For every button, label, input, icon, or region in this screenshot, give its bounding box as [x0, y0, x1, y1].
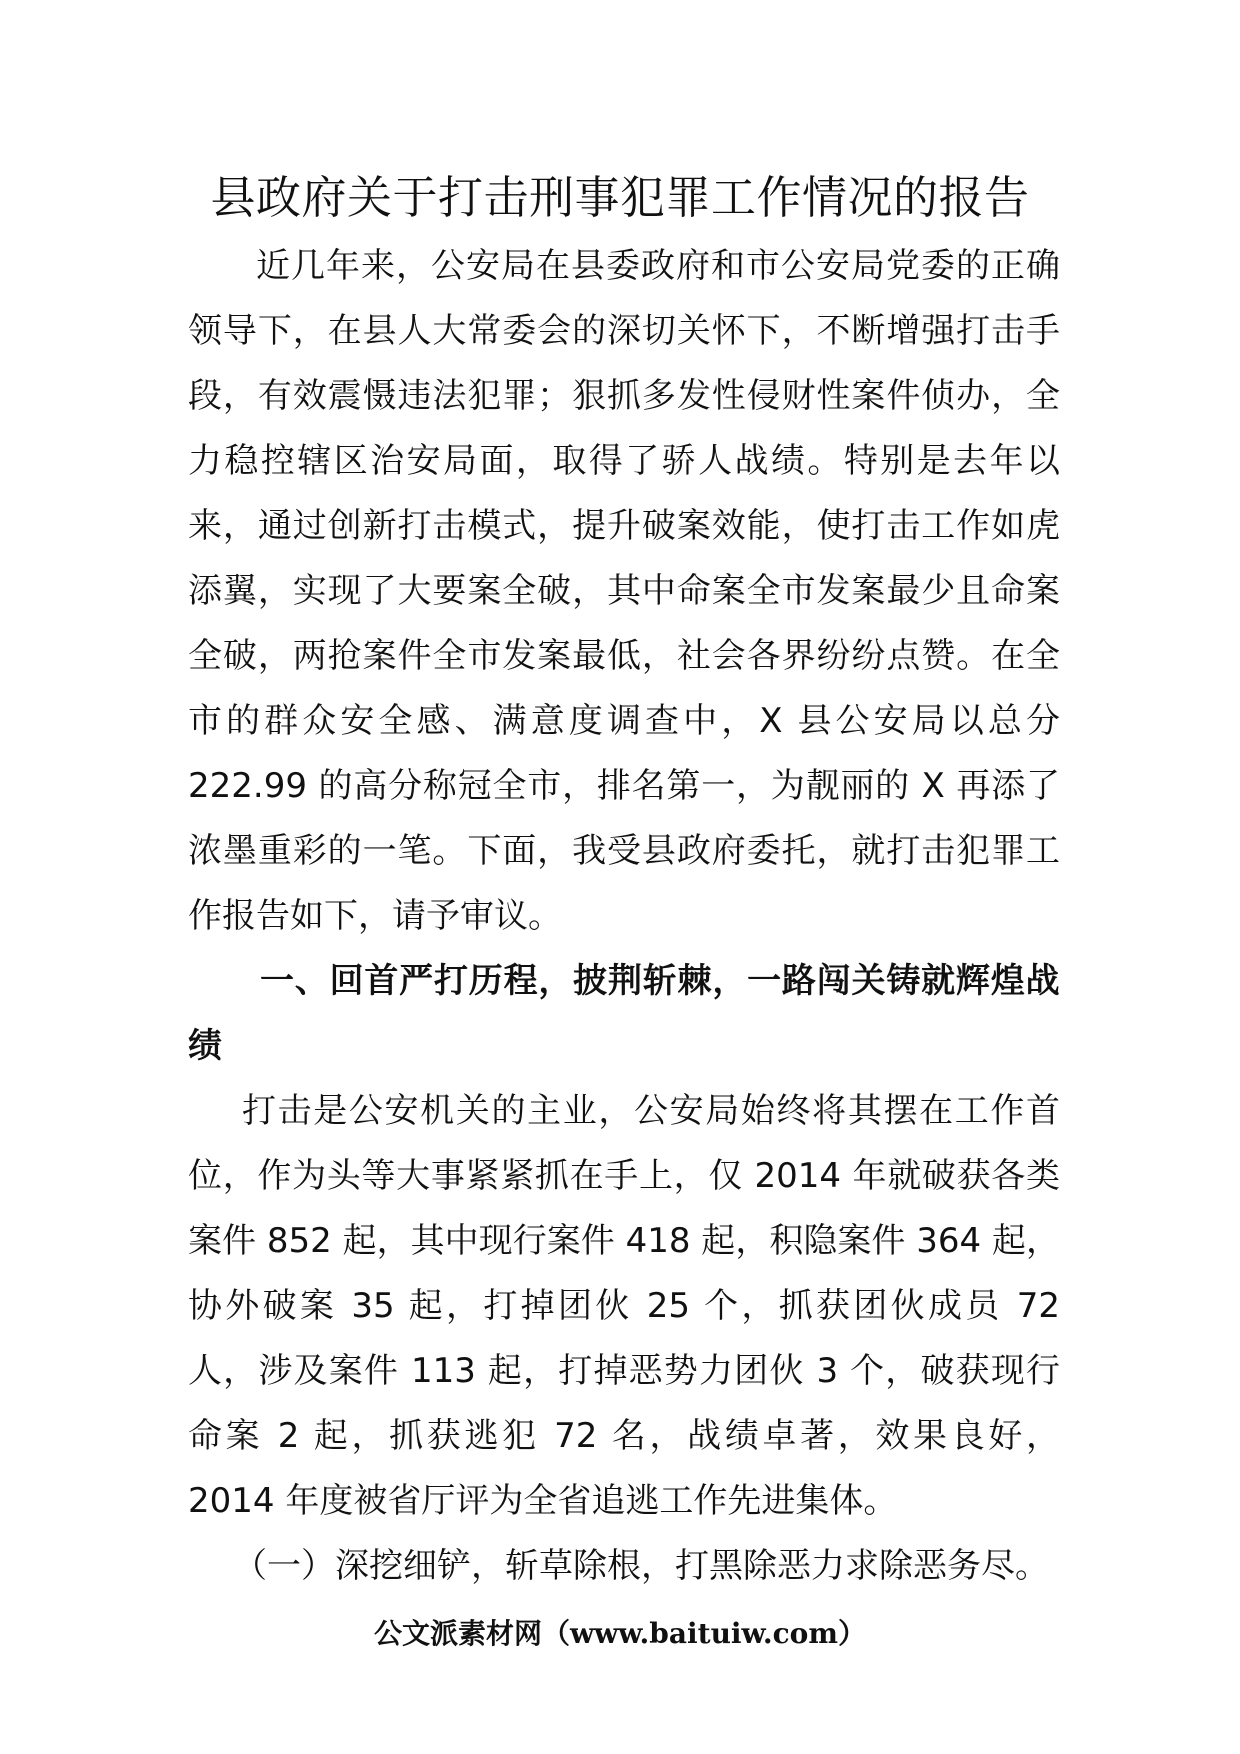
paragraph-intro: 近几年来，公安局在县委政府和市公安局党委的正确领导下，在县人大常委会的深切关怀下，不断增强打击手段，有效震慑违法犯罪；狠抓多发性侵财性案件侦办，全力稳控辖区治安局面，取得了骄人战绩。特别是去年以来，通过创新打击模式，提升破案效能，使打击工作如虎添翼，实现了大要案全破，其中命案全市发案最少且命案全破，两抢案件全市发案最低，社会各界纷纷点赞。在全市的群众安全感、满意度调查中，X 县公安局以总分 222.99 的高分称冠全市，排名第一，为靓丽的 X 再添了浓墨重彩的一笔。下面，我受县政府委托，就打击犯罪工作报告如下，请予审议。: [188, 246, 1060, 936]
subsection-heading-1: （一）深挖细铲，斩草除根，打黑除恶力求除恶务尽。: [233, 1546, 1049, 1586]
document-title: 县政府关于打击刑事犯罪工作情况的报告: [210, 171, 1030, 224]
document-body: [188, 234, 1060, 1599]
footer-watermark: 公文派素材网（www.baituiw.com）: [374, 1617, 866, 1650]
section-heading-1: 一、回首严打历程，披荆斩棘，一路闯关铸就辉煌战绩: [188, 961, 1060, 1066]
paragraph-section-1: 打击是公安机关的主业，公安局始终将其摆在工作首位，作为头等大事紧紧抓在手上，仅 2014 年就破获各类案件 852 起，其中现行案件 418 起，积隐案件 364 起，协外破案 35 起，打掉团伙 25 个，抓获团伙成员 72 人，涉及案件 113 起，打掉恶势力团伙 3 个，破获现行命案 2 起，抓获逃犯 72 名，战绩卓著，效果良好，2014 年度被省厅评为全省追逃工作先进集体。: [188, 1091, 1060, 1521]
